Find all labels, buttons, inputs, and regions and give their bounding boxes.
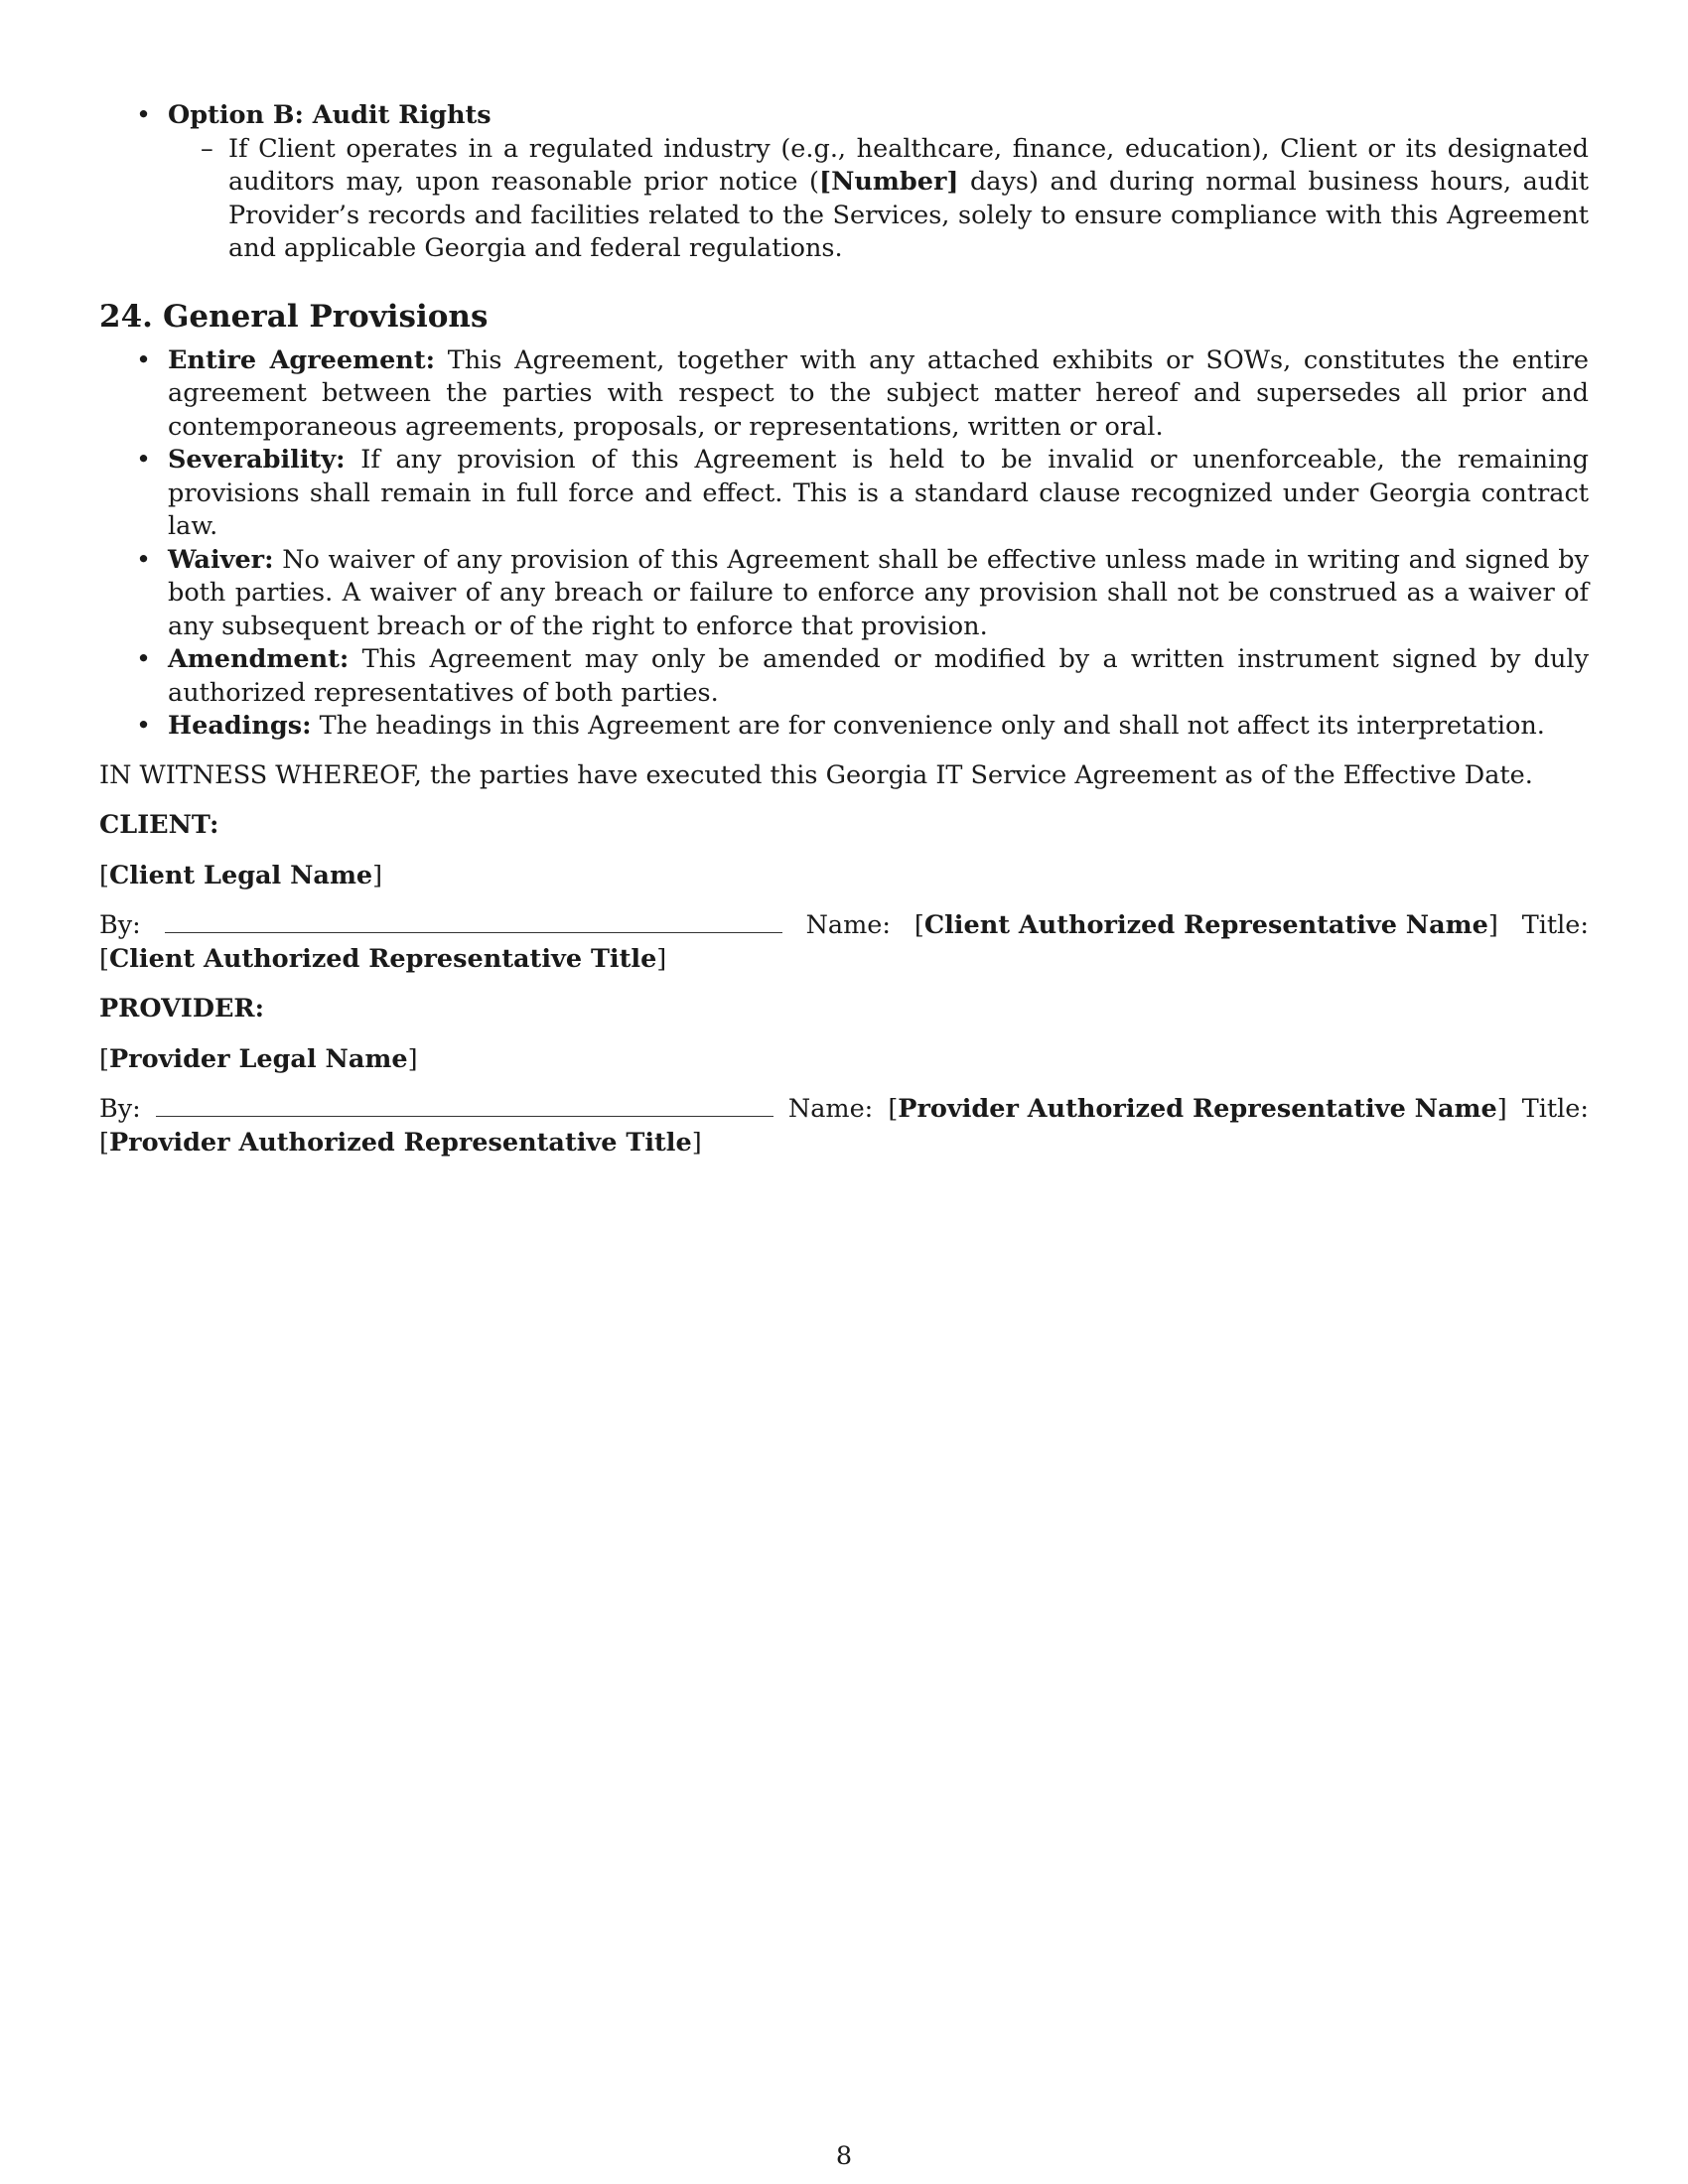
provider-signature-block	[99, 1093, 1589, 1160]
client-rep-title: [Client Authorized Representative Title]	[99, 943, 667, 974]
provider-rep-name: [Provider Authorized Representative Name]	[888, 1094, 1507, 1124]
provision-term: Amendment:	[168, 644, 350, 674]
provision-text: This Agreement may only be amended or modified by a written instrument signed by duly authorized representatives of both parties.	[168, 644, 1589, 708]
provision-term: Waiver:	[168, 544, 274, 575]
provision-text: If any provision of this Agreement is held to be invalid or unenforceable, the remaining provisions shall remain in full force and effect. This is a standard clause recognized under Georgia contract law.	[168, 445, 1589, 541]
option-list	[99, 99, 1589, 266]
provision-text: No waiver of any provision of this Agreement shall be effective unless made in writing and signed by both parties. A waiver of any breach or failure to enforce any provision shall not be construed as a waiver of any subsequent breach or of the right to enforce that provision.	[168, 544, 1589, 641]
client-label: CLIENT:	[99, 810, 219, 840]
client-by-label: By:	[99, 910, 141, 940]
client-rep-name-text: Client Authorized Representative Name	[923, 910, 1488, 940]
provider-label: PROVIDER:	[99, 994, 264, 1024]
document-page	[99, 99, 1589, 1160]
section-heading	[99, 297, 1589, 337]
client-signature-line[interactable]	[165, 910, 782, 933]
provision-item	[99, 344, 1589, 445]
provider-rep-title: [Provider Authorized Representative Title]	[99, 1127, 702, 1158]
provision-text: This Agreement, together with any attached exhibits or SOWs, constitutes the entire agreement between the parties with respect to the subject matter hereof and supersedes all prior and contemporaneous agreements, proposals, or representations, written or oral.	[168, 344, 1589, 442]
number-placeholder: [Number]	[819, 167, 959, 197]
provision-term: Severability:	[168, 445, 346, 475]
witness-statement: IN WITNESS WHEREOF, the parties have executed this Georgia IT Service Agreement as of the Effective Date.	[99, 759, 1533, 790]
provision-term: Entire Agreement:	[168, 344, 436, 375]
provision-item	[99, 643, 1589, 710]
client-legal-name-text: Client Legal Name	[108, 860, 373, 890]
page-number: 8	[835, 2141, 853, 2171]
section-title: General Provisions	[162, 298, 489, 335]
client-title-label: Title:	[1521, 910, 1589, 940]
provision-item	[99, 444, 1589, 544]
client-signature-block	[99, 909, 1589, 976]
option-b-sublist	[168, 133, 1589, 266]
option-b-title: Option B: Audit Rights	[168, 100, 492, 130]
section-number: 24.	[99, 298, 153, 335]
provider-rep-name-text: Provider Authorized Representative Name	[898, 1094, 1497, 1124]
provider-legal-name-text: Provider Legal Name	[108, 1043, 408, 1074]
option-b-text-after: days) and during normal business hours, audit Provider’s records and facilities related to the Services, solely to ensure compliance with this Agreement and applicable Georgia and federal regulations.	[228, 167, 1589, 263]
option-b-text	[168, 133, 1589, 266]
option-b-item	[99, 99, 1589, 266]
option-b-text-before: If Client operates in a regulated industry (e.g., healthcare, finance, education), Client or its designated auditors may, upon reasonable prior notice (	[228, 133, 1589, 197]
client-rep-name: [Client Authorized Representative Name]	[914, 910, 1498, 940]
provider-rep-title-text: Provider Authorized Representative Title	[108, 1127, 692, 1158]
general-provisions-list	[99, 344, 1589, 744]
provision-text: The headings in this Agreement are for convenience only and shall not affect its interpretation.	[311, 711, 1545, 741]
provision-term: Headings:	[168, 711, 312, 741]
client-legal-name: [Client Legal Name]	[99, 860, 383, 890]
provider-signature-row	[99, 1093, 1589, 1127]
provider-signature-line[interactable]	[156, 1094, 774, 1117]
provider-legal-name: [Provider Legal Name]	[99, 1043, 418, 1074]
client-signature-row	[99, 909, 1589, 943]
provider-title-label: Title:	[1521, 1094, 1589, 1124]
client-rep-title-text: Client Authorized Representative Title	[108, 943, 657, 974]
provider-by-label: By:	[99, 1094, 141, 1124]
provision-item	[99, 710, 1589, 744]
provider-name-label: Name:	[787, 1094, 874, 1124]
client-name-label: Name:	[805, 910, 891, 940]
provision-item	[99, 544, 1589, 644]
